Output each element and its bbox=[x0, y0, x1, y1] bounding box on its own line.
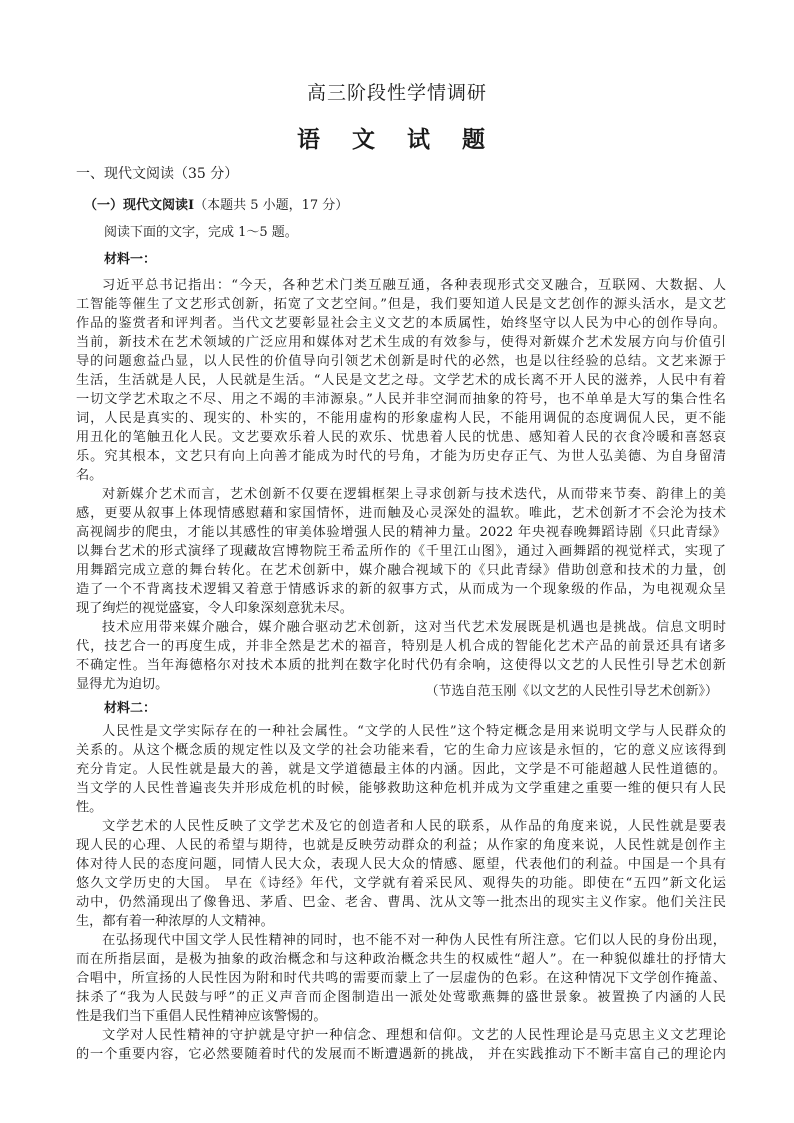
material-two-paragraph-2 bbox=[76, 817, 726, 931]
text-line: 的一个重要内容，它必然要随着时代的发展而不断遭遇新的挑战， 并在实践推动下不断丰富自己的理论内 bbox=[76, 1047, 726, 1062]
text-line: 名。 bbox=[76, 468, 103, 483]
text-line: 作品的鉴赏者和评判者。当代文艺要彰显社会主义文艺的本质属性，始终坚守以人民为中心的创作导向。 bbox=[76, 316, 726, 331]
text-line: 现人民的心理、人民的希望与期待，也就是反映劳动群众的利益；从作家的角度来说，人民性就是创作主 bbox=[76, 838, 726, 853]
text-line: 而在所指层面，是极为抽象的政治概念和与这种政治概念共生的权威性“超人”。在一种貌似雄壮的抒情大 bbox=[76, 952, 726, 967]
text-line: 对新媒介艺术而言，艺术创新不仅要在逻辑框架上寻求创新与技术迭代，从而带来节奏、韵律上的美 bbox=[102, 487, 726, 502]
text-line: 性是我们当下重倡人民性精神应该警惕的。 bbox=[76, 1009, 327, 1024]
text-line: 一切文学艺术取之不尽、用之不竭的丰沛源泉。”人民并非空洞而抽象的符号，也不单单是大写的集合性名 bbox=[76, 392, 726, 407]
material-two-paragraph-1 bbox=[76, 722, 726, 817]
material-two-label: 材料二： bbox=[104, 701, 157, 716]
text-line: 人民性是文学实际存在的一种社会属性。“文学的人民性”这个特定概念是用来说明文学与人民群众的 bbox=[102, 724, 726, 739]
material-two-paragraph-4 bbox=[76, 1026, 726, 1064]
text-line: 关系的。从这个概念质的规定性以及文学的社会功能来看，它的生命力应该是永恒的，它的意义应该得到 bbox=[76, 743, 726, 758]
text-line: 当文学的人民性普遍丧失并形成危机的时候，能够救助这种危机并成为文学重建之重要一维的便只有人民 bbox=[76, 781, 726, 796]
instruction-text: 阅读下面的文字，完成 1～5 题。 bbox=[104, 225, 298, 240]
text-line: 在弘扬现代中国文学人民性精神的同时，也不能不对一种伪人民性有所注意。它们以人民的身份出现， bbox=[102, 933, 726, 948]
text-line: 以舞台艺术的形式演绎了现藏故宫博物院王希孟所作的《千里江山图》，通过入画舞蹈的视觉样式，实现了 bbox=[76, 544, 726, 559]
material-two-paragraph-3 bbox=[76, 931, 726, 1026]
text-line: 习近平总书记指出：“今天，各种艺术门类互融互通，各种表现形式交叉融合，互联网、大数据、人 bbox=[102, 278, 726, 293]
subsection-note: （本题共 5 小题，17 分） bbox=[194, 198, 349, 213]
text-line: 悠久文学历史的大国。 早在《诗经》年代，文学就有着采民风、观得失的功能。即使在“五四”新文化运 bbox=[76, 876, 726, 891]
exam-title: 高三阶段性学情调研 bbox=[306, 82, 487, 104]
text-line: 工智能等催生了文艺形式创新，拓宽了文艺空间。”但是，我们要知道人民是文艺创作的源头活水，是文艺 bbox=[76, 297, 726, 312]
text-line: 造了一个不背离技术逻辑又着意于情感诉求的新的叙事方式，从而成为一个现象级的作品，为电视观众呈 bbox=[76, 582, 726, 597]
section-heading: 一、现代文阅读（35 分） bbox=[76, 166, 239, 182]
text-line: 性。 bbox=[76, 800, 103, 815]
material-one-label: 材料一： bbox=[104, 252, 157, 267]
text-line: 显得尤为迫切。 bbox=[76, 677, 169, 692]
text-line: 现了绚烂的视觉盛宴，令人印象深刻意犹未尽。 bbox=[76, 601, 353, 616]
text-line: 生活，生活就是人民，人民就是生活。“人民是文艺之母。文学艺术的成长离不开人民的滋养，人民中有着 bbox=[76, 373, 726, 388]
text-line: 生，都有着一种浓厚的人文精神。 bbox=[76, 914, 274, 929]
text-line: 感，更要从叙事上体现情感慰藉和家国情怀，进而触及心灵深处的温软。唯此，艺术创新才不会沦为技术 bbox=[76, 506, 726, 521]
subject-title: 语 文 试 题 bbox=[296, 126, 498, 153]
text-line: 体对待人民的态度问题，同情人民大众，表现人民大众的情感、愿望，代表他们的利益。中国是一个具有 bbox=[76, 857, 726, 872]
material-one-paragraph-1 bbox=[76, 276, 726, 485]
text-line: 用舞蹈完成立意的舞台转化。在艺术创新中，媒介融合视域下的《只此青绿》借助创意和技术的力量，创 bbox=[76, 563, 726, 578]
text-line: 文学对人民性精神的守护就是守护一种信念、理想和信仰。文艺的人民性理论是马克思主义文艺理论 bbox=[102, 1028, 726, 1043]
text-line: 不确定性。当年海德格尔对技术本质的批判在数字化时代仍有余响，这使得以文艺的人民性引导艺术创新 bbox=[76, 658, 726, 673]
material-one-source: （节选自范玉刚《以文艺的人民性引导艺术创新》） bbox=[425, 684, 718, 699]
text-line: 导的问题愈益凸显，以人民性的价值导向引领艺术创新是时代的必然，也是以往经验的总结。文艺来源于 bbox=[76, 354, 726, 369]
subsection-label: （一）现代文阅读Ⅰ bbox=[84, 198, 195, 213]
text-line: 乐。究其根本，文艺只有向上向善才能成为时代的号角，才能为历史存正气、为世人弘美德、为自身留清 bbox=[76, 449, 726, 464]
text-line: 技术应用带来媒介融合，媒介融合驱动艺术创新，这对当代艺术发展既是机遇也是挑战。信息文明时 bbox=[102, 620, 726, 635]
text-line: 充分肯定。人民性就是最大的善，就是文学道德最主体的内涵。因此，文学是不可能超越人民性道德的。 bbox=[76, 762, 726, 777]
text-line: 用丑化的笔触丑化人民。文艺要欢乐着人民的欢乐、忧患着人民的忧患、感知着人民的衣食冷暖和喜怒哀 bbox=[76, 430, 726, 445]
text-line: 高视阔步的爬虫，才能以其感性的审美体验增强人民的精神力量。2022 年央视春晚舞蹈诗剧《只此青绿》 bbox=[76, 525, 726, 540]
text-line: 抹杀了“我为人民鼓与呼”的正义声音而企图制造出一派处处莺歌燕舞的盛世景象。被置换了内涵的人民 bbox=[76, 990, 726, 1005]
material-one-paragraph-2 bbox=[76, 485, 726, 618]
text-line: 代，技艺合一的再度生成，并非全然是艺术的福音，特别是人机合成的智能化艺术产品的前景还具有诸多 bbox=[76, 639, 726, 654]
text-line: 词，人民是真实的、现实的、朴实的，不能用虚构的形象虚构人民，不能用调侃的态度调侃人民，更不能 bbox=[76, 411, 726, 426]
text-line: 当前，新技术在艺术领域的广泛应用和媒体对艺术生成的有效参与，使得对新媒介艺术发展方向与价值引 bbox=[76, 335, 726, 350]
text-line: 动中，仍然涌现出了像鲁迅、茅盾、巴金、老舍、曹禺、沈从文等一批杰出的现实主义作家。他们关注民 bbox=[76, 895, 726, 910]
text-line: 合唱中，所宣扬的人民性因为附和时代共鸣的需要而蒙上了一层虚伪的色彩。在这种情况下文学创作掩盖、 bbox=[76, 971, 726, 986]
subsection-heading bbox=[84, 194, 348, 213]
text-line: 文学艺术的人民性反映了文学艺术及它的创造者和人民的联系，从作品的角度来说，人民性就是要表 bbox=[102, 819, 726, 834]
